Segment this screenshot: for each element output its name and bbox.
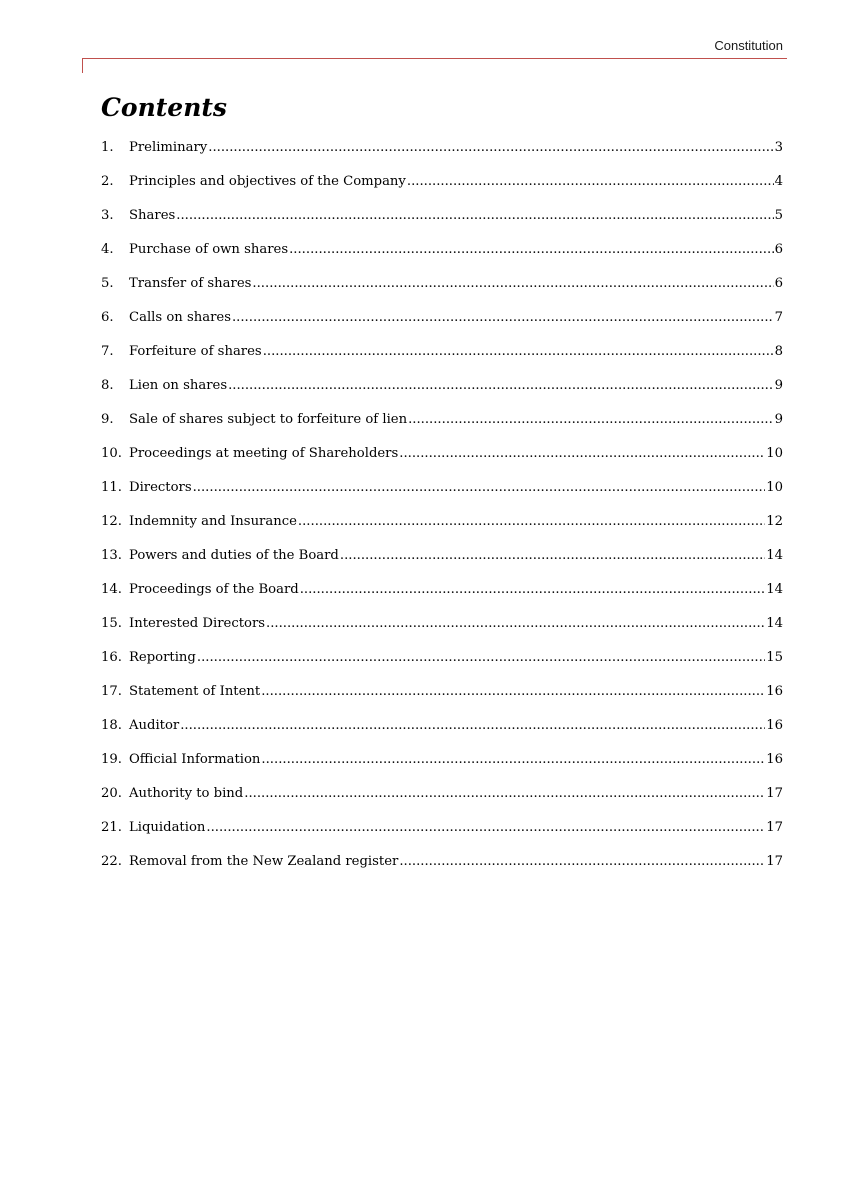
toc-title: Principles and objectives of the Company bbox=[129, 174, 406, 189]
toc-title: Proceedings of the Board bbox=[129, 582, 299, 597]
toc-number: 22. bbox=[101, 854, 122, 869]
toc-entry[interactable] bbox=[101, 310, 783, 344]
toc-page-number: 14 bbox=[766, 582, 783, 597]
toc-entry[interactable] bbox=[101, 446, 783, 480]
toc-dot-leader bbox=[261, 684, 765, 699]
toc-number: 10. bbox=[101, 446, 122, 461]
toc-title: Powers and duties of the Board bbox=[129, 548, 339, 563]
toc-title: Preliminary bbox=[129, 140, 208, 155]
toc-title: Calls on shares bbox=[129, 310, 231, 325]
header-corner-tick bbox=[82, 58, 83, 73]
toc-page-number: 7 bbox=[774, 310, 783, 325]
toc-number: 3. bbox=[101, 208, 114, 223]
toc-number: 19. bbox=[101, 752, 122, 767]
toc-number: 13. bbox=[101, 548, 122, 563]
toc-number: 17. bbox=[101, 684, 122, 699]
toc-number: 12. bbox=[101, 514, 122, 529]
toc-title: Authority to bind bbox=[129, 786, 244, 801]
toc-number: 21. bbox=[101, 820, 122, 835]
toc-title: Reporting bbox=[129, 650, 196, 665]
toc-number: 8. bbox=[101, 378, 114, 393]
toc-dot-leader bbox=[340, 548, 765, 563]
toc-title: Forfeiture of shares bbox=[129, 344, 262, 359]
toc-title: Shares bbox=[129, 208, 176, 223]
toc-entry[interactable] bbox=[101, 242, 783, 276]
toc-number: 7. bbox=[101, 344, 114, 359]
toc-page-number: 14 bbox=[766, 616, 783, 631]
toc-number: 2. bbox=[101, 174, 114, 189]
toc-page-number: 17 bbox=[766, 854, 783, 869]
toc-title: Liquidation bbox=[129, 820, 206, 835]
toc-entry[interactable] bbox=[101, 276, 783, 310]
toc-number: 14. bbox=[101, 582, 122, 597]
running-header: Constitution bbox=[714, 38, 783, 53]
toc-page-number: 10 bbox=[766, 480, 783, 495]
toc-title: Official Information bbox=[129, 752, 261, 767]
toc-page-number: 17 bbox=[766, 820, 783, 835]
toc-page-number: 10 bbox=[766, 446, 783, 461]
toc-number: 5. bbox=[101, 276, 114, 291]
toc-entry[interactable] bbox=[101, 378, 783, 412]
toc-dot-leader bbox=[298, 514, 765, 529]
toc-dot-leader bbox=[252, 276, 773, 291]
toc-entry[interactable] bbox=[101, 786, 783, 820]
toc-dot-leader bbox=[228, 378, 774, 393]
toc-number: 18. bbox=[101, 718, 122, 733]
toc-dot-leader bbox=[244, 786, 765, 801]
toc-entry[interactable] bbox=[101, 684, 783, 718]
toc-page-number: 12 bbox=[766, 514, 783, 529]
toc-entry[interactable] bbox=[101, 820, 783, 854]
toc-dot-leader bbox=[266, 616, 765, 631]
toc-dot-leader bbox=[407, 174, 774, 189]
toc-page-number: 16 bbox=[766, 684, 783, 699]
toc-entry[interactable] bbox=[101, 412, 783, 446]
toc-dot-leader bbox=[232, 310, 774, 325]
toc-title: Auditor bbox=[129, 718, 180, 733]
toc-entry[interactable] bbox=[101, 344, 783, 378]
toc-dot-leader bbox=[180, 718, 765, 733]
toc-number: 4. bbox=[101, 242, 114, 257]
toc-entry[interactable] bbox=[101, 854, 783, 888]
toc-page-number: 9 bbox=[774, 378, 783, 393]
toc-dot-leader bbox=[408, 412, 774, 427]
toc-title: Interested Directors bbox=[129, 616, 266, 631]
toc-page-number: 3 bbox=[774, 140, 783, 155]
toc-dot-leader bbox=[261, 752, 765, 767]
toc-dot-leader bbox=[197, 650, 765, 665]
toc-entry[interactable] bbox=[101, 582, 783, 616]
toc-page-number: 5 bbox=[774, 208, 783, 223]
toc-dot-leader bbox=[289, 242, 774, 257]
toc-entry[interactable] bbox=[101, 548, 783, 582]
toc-title: Removal from the New Zealand register bbox=[129, 854, 399, 869]
toc-dot-leader bbox=[399, 446, 765, 461]
toc-page-number: 14 bbox=[766, 548, 783, 563]
toc-dot-leader bbox=[399, 854, 765, 869]
toc-entry[interactable] bbox=[101, 514, 783, 548]
toc-dot-leader bbox=[193, 480, 766, 495]
toc-title: Directors bbox=[129, 480, 192, 495]
toc-dot-leader bbox=[176, 208, 773, 223]
toc-dot-leader bbox=[300, 582, 766, 597]
toc-number: 20. bbox=[101, 786, 122, 801]
toc-title: Purchase of own shares bbox=[129, 242, 289, 257]
toc-page-number: 15 bbox=[766, 650, 783, 665]
toc-number: 11. bbox=[101, 480, 122, 495]
toc-entry[interactable] bbox=[101, 480, 783, 514]
toc-number: 1. bbox=[101, 140, 114, 155]
toc-title: Sale of shares subject to forfeiture of lien bbox=[129, 412, 408, 427]
toc-page-number: 16 bbox=[766, 752, 783, 767]
toc-entry[interactable] bbox=[101, 208, 783, 242]
toc-title: Statement of Intent bbox=[129, 684, 261, 699]
toc-title: Indemnity and Insurance bbox=[129, 514, 297, 529]
toc-entry[interactable] bbox=[101, 752, 783, 786]
toc-entry[interactable] bbox=[101, 616, 783, 650]
toc-page-number: 6 bbox=[774, 242, 783, 257]
toc-page-number: 6 bbox=[774, 276, 783, 291]
toc-page-number: 8 bbox=[774, 344, 783, 359]
toc-dot-leader bbox=[206, 820, 765, 835]
toc-page-number: 16 bbox=[766, 718, 783, 733]
toc-number: 16. bbox=[101, 650, 122, 665]
table-of-contents bbox=[101, 140, 783, 888]
toc-number: 6. bbox=[101, 310, 114, 325]
toc-title: Proceedings at meeting of Shareholders bbox=[129, 446, 399, 461]
toc-entry[interactable] bbox=[101, 718, 783, 752]
toc-entry[interactable] bbox=[101, 140, 783, 174]
toc-number: 9. bbox=[101, 412, 114, 427]
toc-number: 15. bbox=[101, 616, 122, 631]
toc-title: Transfer of shares bbox=[129, 276, 252, 291]
header-rule bbox=[82, 58, 787, 59]
toc-entry[interactable] bbox=[101, 174, 783, 208]
toc-dot-leader bbox=[208, 140, 773, 155]
toc-page-number: 9 bbox=[774, 412, 783, 427]
toc-dot-leader bbox=[263, 344, 774, 359]
toc-page-number: 4 bbox=[774, 174, 783, 189]
toc-page-number: 17 bbox=[766, 786, 783, 801]
contents-title: Contents bbox=[101, 93, 228, 122]
toc-title: Lien on shares bbox=[129, 378, 228, 393]
toc-entry[interactable] bbox=[101, 650, 783, 684]
